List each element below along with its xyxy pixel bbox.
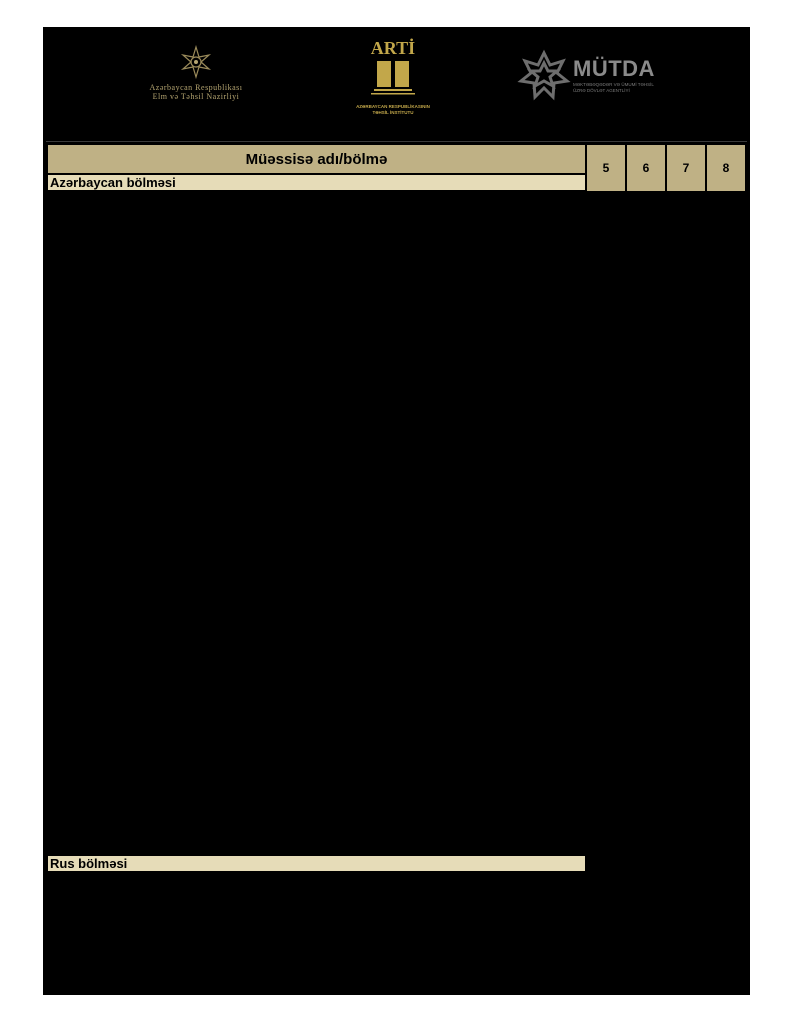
column-header-grade-5: 5 (586, 144, 626, 192)
header-divider (46, 141, 747, 142)
ministry-name-line1: Azərbaycan Respublikası (149, 83, 243, 92)
mutda-subtitle-line2: ÜZRƏ DÖVLƏT AGENTLİYİ (573, 88, 630, 93)
ministry-logo (131, 45, 261, 123)
column-header-grade-8: 8 (706, 144, 746, 192)
arti-name-line1: AZƏRBAYCAN RESPUBLİKASININ (356, 104, 430, 109)
mutda-wordmark: MÜTDA (573, 56, 655, 81)
arti-name-line2: TƏHSİL İNSTİTUTU (372, 110, 414, 115)
column-header-grade-7: 7 (666, 144, 706, 192)
arti-name (335, 104, 451, 116)
document-page (43, 27, 750, 995)
book-icon (368, 57, 418, 97)
arti-wordmark: ARTİ (370, 38, 416, 58)
ministry-name-line2: Elm və Təhsil Nazirliyi (152, 92, 240, 101)
section-azerbaijani: Azərbaycan bölməsi (47, 174, 586, 191)
mutda-subtitle-line1: MƏKTƏBƏQƏDƏR VƏ ÜMUMİ TƏHSİL (573, 82, 654, 87)
column-header-grade-6: 6 (626, 144, 666, 192)
section-russian: Rus bölməsi (47, 855, 586, 872)
arti-logo (335, 39, 451, 139)
column-header-institution: Müəssisə adı/bölmə (47, 144, 586, 174)
mutda-logo (517, 49, 707, 109)
star-pattern-icon (517, 49, 571, 103)
ministry-emblem-icon (179, 45, 213, 79)
mutda-subtitle (573, 82, 683, 94)
ministry-name (131, 83, 261, 101)
